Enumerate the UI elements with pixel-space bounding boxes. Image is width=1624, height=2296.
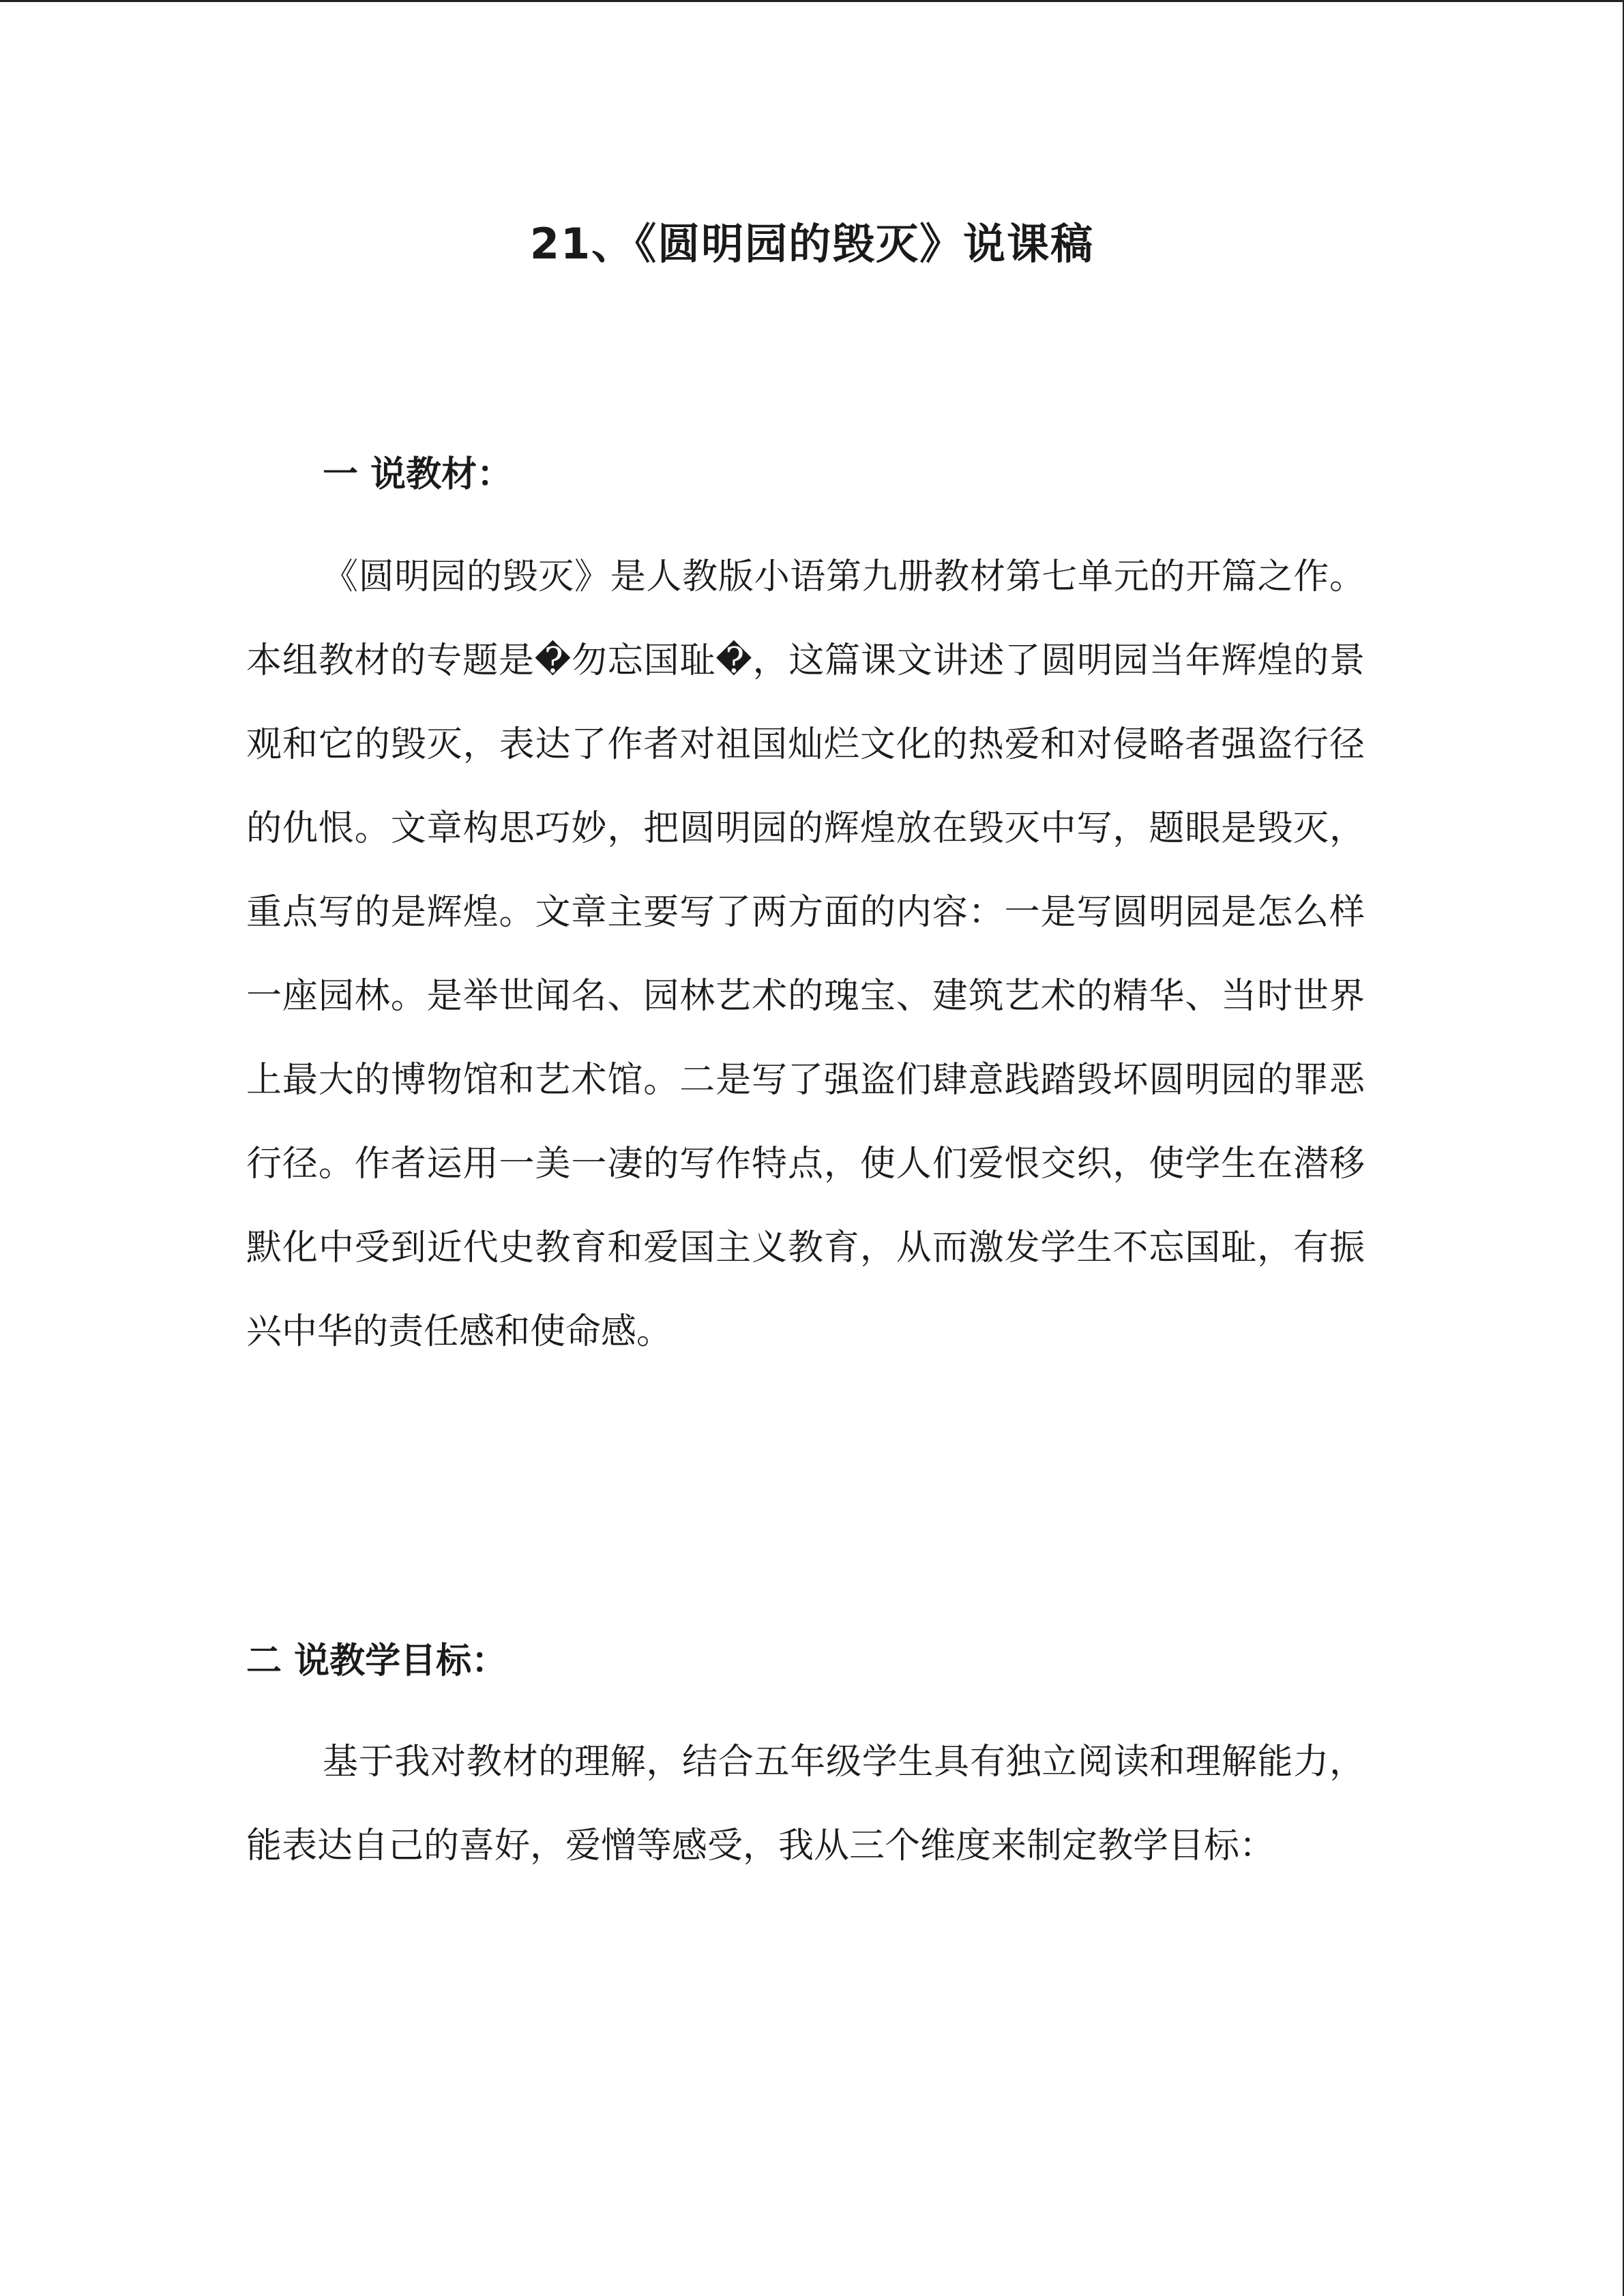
section-paragraph-objectives: 基于我对教材的理解，结合五年级学生具有独立阅读和理解能力，能表达自己的喜好，爱憎等感受，我从三个维度来制定教学目标：: [246, 1742, 1365, 1866]
section-paragraph-textbook: 《圆明园的毁灭》是人教版小语第九册教材第七单元的开篇之作。本组教材的专题是�勿忘国耻�，这篇课文讲述了圆明园当年辉煌的景观和它的毁灭，表达了作者对祖国灿烂文化的热爱和对侵略者强盗行径的仇恨。文章构思巧妙，把圆明园的辉煌放在毁灭中写，题眼是毁灭，重点写的是辉煌。文章主要写了两方面的内容：一是写圆明园是怎么样一座园林。是举世闻名、园林艺术的瑰宝、建筑艺术的精华、当时世界上最大的博物馆和艺术馆。二是写了强盗们肆意践踏毁坏圆明园的罪恶行径。作者运用一美一凄的写作特点，使人们爱恨交织，使学生在潜移默化中受到近代史教育和爱国主义教育，从而激发学生不忘国耻，有振兴中华的责任感和使命感。: [246, 556, 1365, 1352]
section-heading-textbook: 一 说教材：: [323, 454, 513, 495]
section-heading-objectives: 二 说教学目标：: [246, 1641, 507, 1682]
page-title: 21、《圆明园的毁灭》说课稿: [529, 219, 1095, 269]
